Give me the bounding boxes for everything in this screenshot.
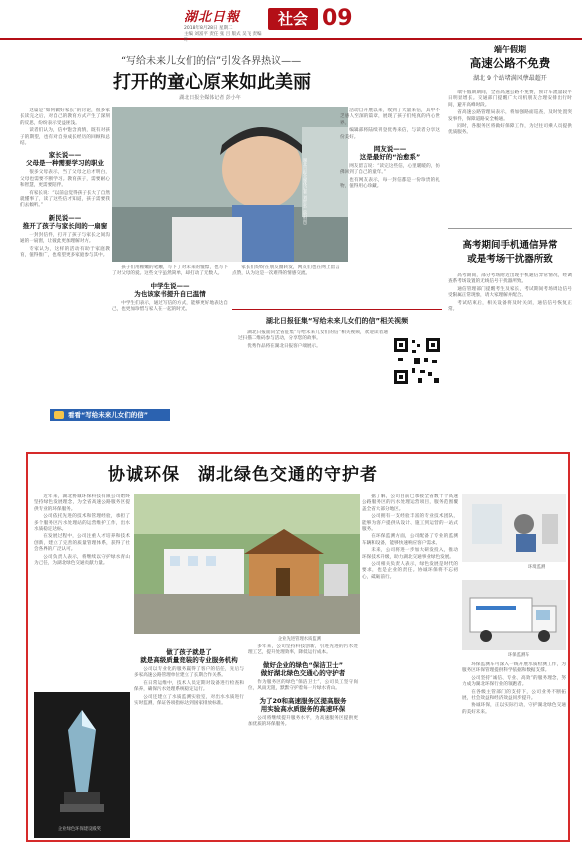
story-headline: 打开的童心原来如此美丽	[113, 72, 311, 93]
header-editors: 主编 刘富平 责任 张 吕 版式 吴飞 责编 叶	[184, 32, 262, 43]
subhead-students: 中学生说—— 为也该家书提升自已温情	[134, 281, 206, 298]
story-kicker: “写给未来儿女们的信”引发各界热议——	[120, 56, 302, 67]
right-subhead-1: 湖北 9 个站堵满风孽最超开	[473, 75, 547, 82]
story-column-3: 家长们纷纷在朋友圈转发，网友们也在网上留言点赞，认为这是一次难得的情感交流。	[232, 265, 340, 277]
lab-photo	[462, 494, 566, 562]
logo-text: 湖北日報	[184, 10, 241, 25]
feature-column-2: 做了孩子就是了 就是高级质量竞装的专业服务机构 公司以专业化的服务赢得了客户的信任，先后与多家高速公路管理单位建立了长期合作关系。 在日常运维中，技术人员定期对设备进行检查和保养，确保污水处理系统稳定运行。 公司还建立了水质监测实验室，对出水水质进行实时监测，保证各项指标达到国家排放标准。	[134, 648, 244, 707]
subhead-window: 新民说—— 推开了孩子与家长间的一扇窗	[22, 213, 108, 230]
story-column-1: 这篇是“如何做好家长”的讨论，很多家长读完之后，对自己的教育方式产生了深刻的反思，纷纷表示受益匪浅。 读者们认为，信中饱含真情，既有对孩子的期望，也有对自身成长经历的回顾和总结。 家长说—— 父母是一种需要学习的职业 很多父母表示，当了父母之后才明白，父母也需要不断学习。教育孩子，需要耐心和智慧，更需要陪伴。 有家长说：“以前总觉得孩子长大了自然就懂事了，读了这些信才知道，孩子需要我们去倾听。” 新民说—— 推开了孩子与家长间的一扇窗 一封封信件，打开了孩子与家长之间沟通的一扇窗，让彼此更加理解对方。 专家认为，这样的活动有助于家庭教育，值得推广，也希望更多家庭参与其中。	[20, 108, 110, 259]
page-header	[0, 0, 582, 43]
story-column-2: 孩子们用稚嫩的笔触，写下了对未来的憧憬，也写下了对父母的爱。这些文字虽然简单，却打动了无数人。 中学生说—— 为也该家书提升自已温情 中学生们表示，通过写信的方式，能够更好地表达自己，也更加珍惜与家人在一起的时光。	[112, 265, 228, 313]
feature-column-5: 环保监测车可深入一线开展水质检测工作，为服务区环保管理提供科学依据和数据支撑。 公司坚持“诚信、专业、高效”的服务理念，努力成为湖北环保行业的领跑者。 在各级主管部门的支持下，公司业务不断拓展，社会效益和经济效益同步提升。 协诚环保，正以实际行动，守护湖北绿色交通的美好未来。	[462, 662, 566, 715]
truck-photo	[462, 580, 566, 650]
truck-illustration	[462, 580, 566, 650]
right-article-1: 端午假期期间，全省高速公路不免费，预计车流量较平日明显增长。交通部门提醒广大司机朋友合理安排出行时间，避开高峰时段。 省高速公路管理局表示，将加强路面巡查，及时处置突发事件，保障道路安全畅通。 同时，各服务区将做好保障工作，为过往司乘人员提供优质服务。	[448, 90, 572, 136]
play-icon	[54, 411, 64, 419]
feature-title: 协诚环保 湖北绿色交通的守护者	[108, 465, 378, 485]
subhead-parents: 家长说—— 父母是一种需要学习的职业	[26, 151, 104, 168]
related-title: 湖北日报征集“写给未来儿女们的信”相关视频	[265, 317, 409, 325]
feature-column-1: 近年来，湖北协诚环保科技有限公司始终坚持绿色发展理念，为全省高速公路服务区提供专业的环保服务。 公司依托先进的技术和管理经验，承担了多个服务区污水处理站的运营维护工作，出水水质稳定达标。 在发展过程中，公司注重人才培养和技术创新，建立了完善的质量管理体系，获得了社会各界的广泛认可。 公司负责人表示，将继续以守护绿水青山为己任，为湖北绿色交通贡献力量。	[34, 494, 130, 567]
lab-caption: 环境监测	[528, 565, 546, 570]
header-meta	[184, 26, 264, 44]
photo-caption: 湖北日报全媒体记者 刘世玄（资料图）	[303, 158, 308, 228]
right-article-2: 高考期间，部分考场附近出现手机通信异常情况，经调查系考场设置的无线信号干扰器所致。 通信管理部门提醒考生及家长，考试期间考场周边信号受限属正常现象，请大家理解并配合。 考试结束后，相关设备将及时关闭，通信信号恢复正常。	[448, 273, 572, 313]
right-column	[448, 44, 572, 423]
subhead-netizens: 网友说—— 这是最好的“治愈系”	[359, 145, 421, 162]
qr-code[interactable]	[392, 336, 442, 386]
feature-column-3: 多年来，公司坚持科技创新，引进先进的污水处理工艺，提升处理效率，降低运行成本。 做好企业的绿色“保洁卫士” 做好湖北绿色交通心的守护者 作为服务区的绿色“保洁卫士”，公司员工坚守岗位，风雨无阻，默默守护着每一片绿水青山。 为了20和高速服务区提高服务 用实验高水质服务的高速环保 公司将继续提升服务水平，为高速服务区提供更加优质的环保服务。	[248, 644, 358, 728]
station-photo	[134, 494, 360, 634]
station-caption: 企业先进管理水质监测	[278, 637, 321, 642]
story-column-4: 活动自开展以来，收到了大量来信，其中不乏感人至深的篇章，展现了孩子们纯真的内心世界。 编辑部将陆续刊登优秀来信，与读者分享这份美好。 网友说—— 这是最好的“治愈系” 网友留言说：“读完这些信，心里暖暖的，仿佛回到了自己的童年。” 也有网友表示，每一封信都是一份珍贵的礼物，值得用心珍藏。	[340, 108, 440, 190]
right-headline-1b: 高速公路不免费	[469, 56, 551, 70]
page-number: 09	[322, 6, 353, 31]
related-body: 湖北日报面向全省征集“写给未来儿女们的信”相关视频，欢迎读者通过扫描二维码参与活动，分享您的故事。 优秀作品将在湖北日报客户端展示。	[238, 330, 388, 349]
header-date: 2018年8月28日 星期二	[184, 26, 233, 31]
boy-photo	[112, 107, 348, 262]
trophy-photo	[34, 692, 130, 838]
right-headline-1a: 端午假期	[494, 45, 526, 54]
watch-letters-banner[interactable]	[50, 409, 170, 421]
feature-column-4: 据了解，公司目前已承接全省数十个高速公路服务区的污水处理运营项目，服务范围覆盖全省大部分地区。 公司拥有一支经验丰富的专业技术团队，能够为客户提供从设计、施工到运营的一站式服务。 在环保监测方面，公司配备了专业的监测车辆和设备，能够快速响应客户需求。 未来，公司将进一步加大研发投入，推动环保技术升级，助力湖北交通事业绿色发展。 公司相关负责人表示，绿色发展是时代的要求，也是企业的责任。协诚环保将不忘初心，砥砺前行。	[362, 494, 458, 580]
feature-subhead-2: 做好企业的绿色“保洁卫士” 做好湖北绿色交通心的守护者	[260, 660, 346, 677]
feature-subhead-3: 为了20和高速服务区提高服务 用实验高水质服务的高速环保	[259, 696, 347, 713]
right-divider	[448, 228, 572, 265]
trophy-illustration	[34, 692, 130, 838]
feature-subhead-1: 做了孩子就是了 就是高级质量竞装的专业服务机构	[140, 648, 238, 664]
qr-code-icon	[392, 336, 442, 386]
trophy-caption: 企业绿色环保建设殿奖	[58, 827, 101, 832]
section-tag: 社会	[268, 8, 318, 30]
truck-caption: 环保监测车	[508, 653, 530, 658]
story-byline: 湖北日报全媒体记者 彭小年	[179, 95, 241, 101]
station-photo-illustration	[134, 494, 360, 634]
newspaper-logo	[184, 6, 242, 28]
lab-illustration	[462, 494, 566, 562]
right-headline-2a: 高考期间手机通信异常	[462, 240, 558, 251]
right-headline-2b: 或是考场干扰器所致	[467, 254, 553, 265]
boy-photo-illustration	[112, 107, 348, 262]
feature-box	[26, 452, 570, 842]
banner-label: 看看“写给未来儿女们的信”	[68, 411, 149, 419]
